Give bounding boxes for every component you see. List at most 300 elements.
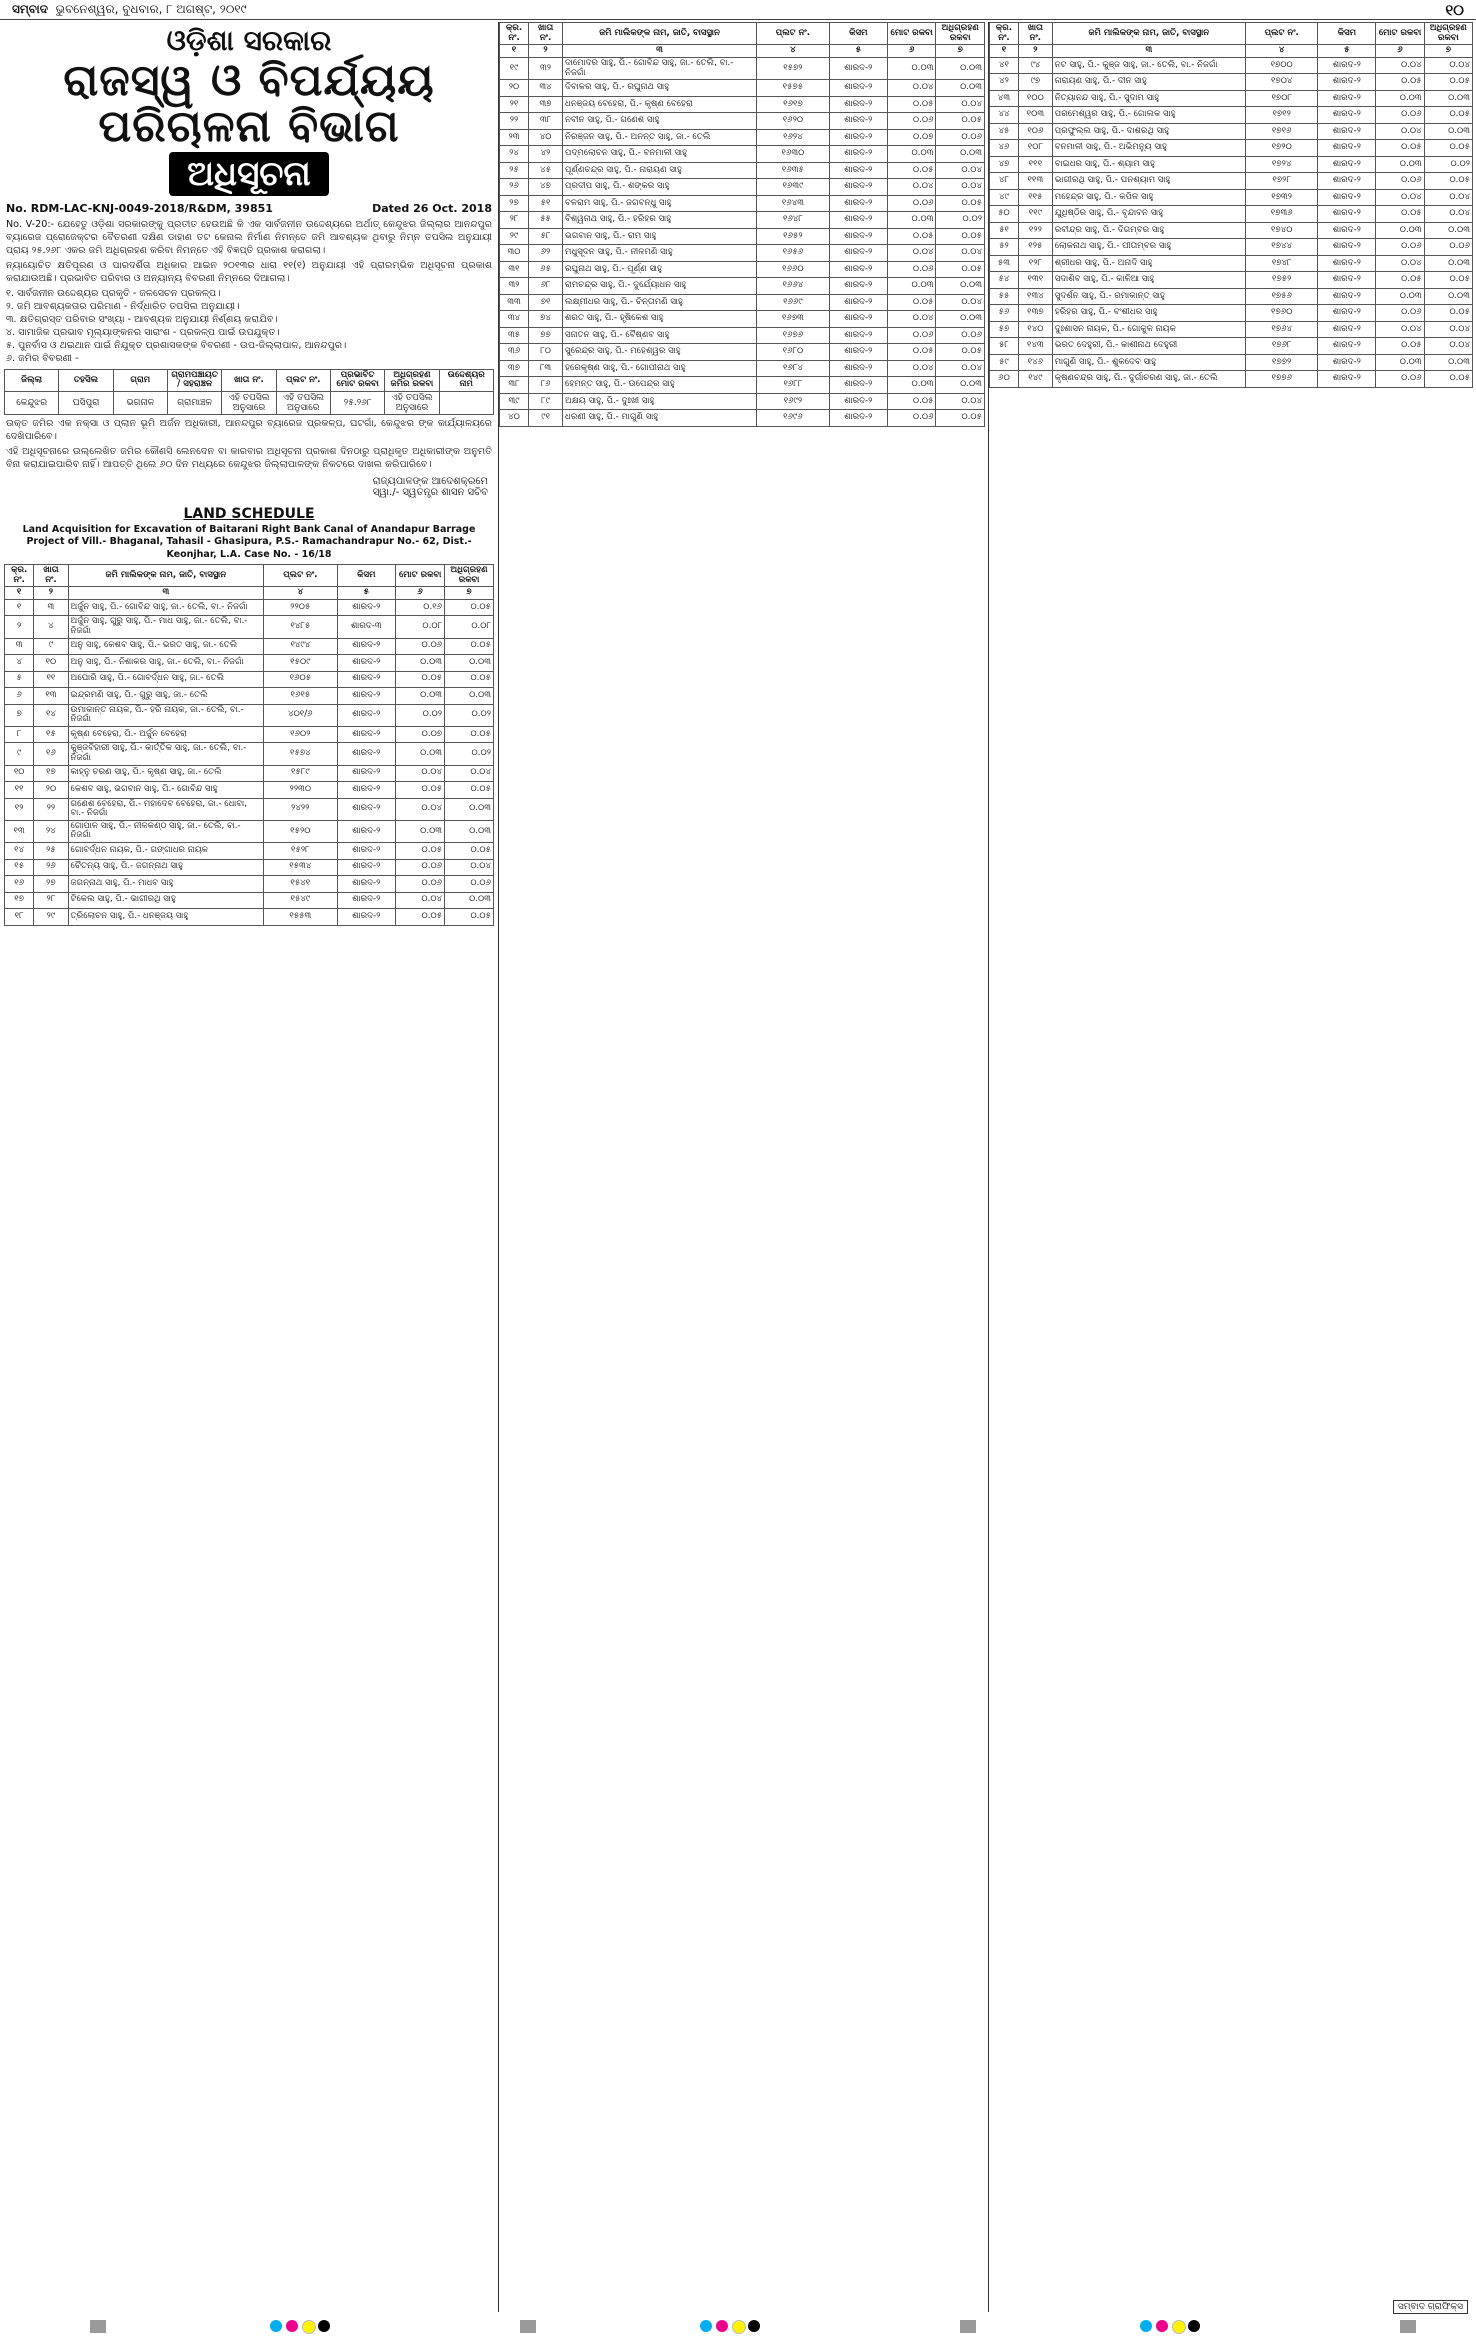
cell-acq: ୦.୦୫ [1424,272,1472,289]
cell-sl: ୨୪ [500,146,529,163]
cell-sl: ୩୪ [500,311,529,328]
summary-table [4,369,494,415]
yellow-mark [732,2320,746,2334]
cell-khata: ୧୦୬ [1018,123,1052,140]
cell-owner: ଭାଗୀରଥି ସାହୁ, ପି.- ଘନଶ୍ୟାମ ସାହୁ [1052,173,1245,190]
cell-plot: ୧୬୬୦ [757,261,830,278]
cell-owner: ସୁଦର୍ଶନ ସାହୁ, ପି.- ରମାକାନ୍ତ ସାହୁ [1052,288,1245,305]
cell-kisam: ଶାରଦ-୨ [337,876,396,893]
cell-sl: ୧୩ [5,820,34,842]
cell-plot: ୧୭୫୨ [1245,272,1317,289]
cell-kisam: ଶାରଦ-୨ [337,765,396,782]
land-schedule-table-3 [989,22,1473,388]
cell-sl: ୭ [5,704,34,726]
cell-plot: ୧୬୮୪ [757,360,830,377]
table-row [990,57,1473,74]
table-row [990,123,1473,140]
schedule-column-number: ୧ [500,45,529,58]
schedule-header: ମୋଟ ରକବା [1376,23,1424,45]
schedule-column-number: ୨ [1018,45,1052,58]
cell-khata: ୨୦ [34,782,68,799]
cell-owner: ରଘୁନାଥ ସାହୁ, ପି.- ପୂର୍ଣ୍ଣ ସାହୁ [563,261,757,278]
cell-sl: ୧୭ [5,892,34,909]
cell-khata: ୯୪ [1018,57,1052,74]
cell-plot: ୧୬୨୪ [757,129,830,146]
cell-kisam: ଶାରଦ-୨ [829,162,887,179]
cell-owner: ଗୋବର୍ଦ୍ଧନ ନାୟକ, ପି.- ଗଙ୍ଗାଧର ନାୟକ [68,843,264,860]
cell-plot: ୧୫୨୦ [264,820,337,842]
notice-item: ୧. ସାର୍ବଜନୀନ ଉଦ୍ଦେଶ୍ୟର ପ୍ରକୃତି - ଜଳସେଚନ ପ୍ରକଳ୍ପ। [6,288,221,300]
cell-kisam: ଶାରଦ-୨ [1318,123,1376,140]
notice-para-3: ଉକ୍ତ ଜମିର ଏକ ନକ୍ସା ଓ ପ୍ଲାନ ଭୂମି ଅର୍ଜନ ଅଧିକାରୀ, ଆନନ୍ଦପୁର ବ୍ୟାରେଜ ପ୍ରକଳ୍ପ, ଘଟଗାଁ, କେନ୍ଦୁଝର ଙ୍କ କାର୍ଯ୍ୟାଳୟରେ ଦେଖିପାରିବେ। [6,418,492,443]
cyan-mark [270,2320,282,2332]
schedule-header: କ୍ର. ନଂ. [990,23,1019,45]
cell-sl: ୫ [5,671,34,688]
land-schedule-title: LAND SCHEDULE [183,505,315,522]
cell-plot: ୧୪୯୪ [264,638,337,655]
summary-header: ଖାତା ନଂ. [222,369,276,391]
cell-owner: ମହେନ୍ଦ୍ର ସାହୁ, ପି.- କପିଳ ସାହୁ [1052,189,1245,206]
cell-plot: ୧୭୩୨ [1245,189,1317,206]
cell-owner: ବଳରାମ ସାହୁ, ପି.- ଜଗବନ୍ଧୁ ସାହୁ [563,195,757,212]
cell-sl: ୩୭ [500,360,529,377]
schedule-header: ଅଧିଗ୍ରହଣ ରକବା [936,23,985,45]
print-registration-strip [0,2312,1476,2339]
cell-khata: ୨୮ [34,892,68,909]
yellow-mark [302,2320,316,2334]
table-row [500,228,985,245]
schedule-column-number: ୨ [529,45,563,58]
grey-bar-mark [520,2320,536,2333]
cell-total: ୦.୦୪ [396,892,445,909]
cell-owner: ନିରଞ୍ଜନ ସାହୁ, ପି.- ଅନନ୍ତ ସାହୁ, ଜା.- ତେଲି [563,129,757,146]
cell-acq: ୦.୦୪ [445,859,494,876]
cell-plot: ୧୫୭୨ [757,57,830,79]
notice-date: Dated 26 Oct. 2018 [372,202,492,216]
cell-owner: ଦାମୋଦର ସାହୁ, ପି.- ଗୋବିନ୍ଦ ସାହୁ, ଜା.- ତେଲି, ବା.- ନିଜଗାଁ [563,57,757,79]
cell-sl: ୨୬ [500,179,529,196]
cell-kisam: ଶାରଦ-୨ [1318,354,1376,371]
cell-total: ୦.୦୩ [396,820,445,842]
reference-number: No. RDM-LAC-KNJ-0049-2018/R&DM, 39851 [6,202,273,216]
cell-acq: ୦.୦୩ [936,311,985,328]
cell-total: ୦.୦୬ [1376,239,1424,256]
cell-total: ୦.୦୬ [1376,173,1424,190]
cell-plot: ୪୦୧/୬ [264,704,337,726]
cell-acq: ୦.୦୫ [936,410,985,427]
table-row [5,616,494,638]
black-mark [318,2320,330,2332]
cell-khata: ୧୪୯ [1018,371,1052,388]
cell-owner: ଗୋପାଳ ସାହୁ, ପି.- ନୀଳକଣ୍ଠ ସାହୁ, ଜା.- ତେଲି, ବା.- ନିଜଗାଁ [68,820,264,842]
cell-plot: ୧୭୦୮ [1245,90,1317,107]
date-line: ଭୁବନେଶ୍ୱର, ବୁଧବାର, ୮ ଅଗଷ୍ଟ, ୨୦୧୯ [55,2,247,16]
summary-header: ଅଧିଗ୍ରହଣ ଜମିର ରକବା [385,369,439,391]
cell-khata: ୧୧୩ [1018,173,1052,190]
cell-total: ୦.୦୨ [396,704,445,726]
cell-total: ୦.୦୩ [1376,222,1424,239]
cell-total: ୦.୦୮ [396,616,445,638]
table-row [500,410,985,427]
cell-acq: ୦.୦୮ [445,616,494,638]
cell-khata: ୨୯ [34,909,68,926]
schedule-column-number: ୪ [757,45,830,58]
yellow-mark [1172,2320,1186,2334]
cell-acq: ୦.୦୬ [1424,239,1472,256]
cell-sl: ୪୬ [990,140,1019,157]
cell-owner: ଗଣେଶ ବେହେରା, ପି.- ମହାଦେବ ବେହେରା, ଜା.- ଧୋବା, ବା.- ନିଜଗାଁ [68,798,264,820]
table-row [500,195,985,212]
cell-plot: ୧୭୭୬ [1245,371,1317,388]
table-row [5,909,494,926]
cell-kisam: ଶାରଦ-୨ [829,228,887,245]
table-row [500,162,985,179]
cell-kisam: ଶାରଦ-୨ [829,393,887,410]
summary-cell: ଭଗନାଳ [113,391,167,414]
cell-khata: ୧୬ [34,743,68,765]
cell-kisam: ଶାରଦ-୨ [1318,371,1376,388]
cell-sl: ୩୨ [500,278,529,295]
cell-khata: ୧୩୭ [1018,305,1052,322]
cell-kisam: ଶାରଦ-୨ [829,377,887,394]
cell-sl: ୨୫ [500,162,529,179]
cell-kisam: ଶାରଦ-୨ [337,671,396,688]
cell-acq: ୦.୦୫ [936,228,985,245]
schedule-column-number: ୬ [1376,45,1424,58]
cell-plot: ୧୬୬୪ [757,278,830,295]
table-row [990,321,1473,338]
cell-plot: ୧୬୪୩ [757,195,830,212]
cell-acq: ୦.୦୪ [1424,206,1472,223]
cell-total: ୦.୦୫ [396,782,445,799]
cell-plot: ୧୫୭୪ [264,743,337,765]
cell-acq: ୦.୦୫ [445,726,494,743]
cell-plot: ୧୭୧୬ [1245,123,1317,140]
table-row [990,239,1473,256]
cell-plot: ୧୭୭୨ [1245,354,1317,371]
table-row [5,638,494,655]
cell-khata: ୬୫ [529,261,563,278]
cell-plot: ୧୭୨୪ [1245,156,1317,173]
cell-owner: ହେମନ୍ତ ସାହୁ, ପି.- ଉପେନ୍ଦ୍ର ସାହୁ [563,377,757,394]
cell-plot: ୧୬୦୨ [264,726,337,743]
cell-sl: ୧୪ [5,843,34,860]
cell-acq: ୦.୦୩ [445,892,494,909]
cell-total: ୦.୦୬ [396,876,445,893]
cell-owner: ଶରତ ସାହୁ, ପି.- ହୃଷିକେଶ ସାହୁ [563,311,757,328]
table-row [500,311,985,328]
cell-sl: ୨୭ [500,195,529,212]
notice-item: ୨. ଜମି ଆବଶ୍ୟକତାର ପରିମାଣ - ନିର୍ଦ୍ଧାରିତ ତପସିଲ ଅନୁଯାୟୀ। [6,301,240,312]
cell-plot: ୧୫୪୯ [264,892,337,909]
cell-acq: ୦.୦୪ [936,360,985,377]
cell-kisam: ଶାରଦ-୨ [337,743,396,765]
cell-owner: ଭରତ ଦେହୁରୀ, ପି.- କାଶୀନାଥ ଦେହୁରୀ [1052,338,1245,355]
schedule-column-number: ୬ [887,45,936,58]
cell-khata: ୮୦ [529,344,563,361]
cell-acq: ୦.୦୪ [1424,338,1472,355]
cell-acq: ୦.୦୬ [445,876,494,893]
cell-sl: ୧୦ [5,765,34,782]
cell-owner: ଧରଣୀ ସାହୁ, ପି.- ମାଗୁଣି ସାହୁ [563,410,757,427]
cell-acq: ୦.୦୬ [936,129,985,146]
cell-khata: ୭୧ [529,294,563,311]
cell-owner: ମାଗୁଣି ସାହୁ, ପି.- ଶୁକଦେବ ସାହୁ [1052,354,1245,371]
schedule-header: ଅଧିଗ୍ରହଣ ରକବା [1424,23,1472,45]
schedule-column-number: ୫ [337,587,396,600]
schedule-column-number: ୪ [1245,45,1317,58]
cell-total: ୦.୦୪ [396,765,445,782]
cell-owner: ସନାତନ ସାହୁ, ପି.- ବୈଷ୍ଣବ ସାହୁ [563,327,757,344]
cell-sl: ୪୯ [990,189,1019,206]
cell-kisam: ଶାରଦ-୨ [1318,255,1376,272]
cell-khata: ୨୫ [34,843,68,860]
cell-khata: ୧୧୯ [1018,206,1052,223]
cell-sl: ୧୮ [5,909,34,926]
cell-plot: ୧୬୩୫ [757,162,830,179]
cell-kisam: ଶାରଦ-୨ [829,96,887,113]
cell-owner: ହରିହର ସାହୁ, ପି.- ବଂଶୀଧର ସାହୁ [1052,305,1245,322]
cell-sl: ୧୫ [5,859,34,876]
cell-khata: ୧୦୩ [1018,107,1052,124]
cell-kisam: ଶାରଦ-୨ [337,909,396,926]
table-row [5,726,494,743]
table-row [990,140,1473,157]
table-row [5,704,494,726]
land-schedule-table-2 [499,22,985,427]
cell-plot: ୨୨୩୦ [264,782,337,799]
schedule-header: ଖାତା ନଂ. [529,23,563,45]
cell-total: ୦.୦୪ [396,798,445,820]
cell-kisam: ଶାରଦ-୨ [337,638,396,655]
cell-plot: ୧୭୪୮ [1245,255,1317,272]
cell-total: ୦.୦୩ [887,146,936,163]
table-row [5,859,494,876]
cell-total: ୦.୦୬ [887,410,936,427]
cell-khata: ୪୨ [529,146,563,163]
cell-total: ୦.୦୪ [887,245,936,262]
cell-total: ୦.୦୬ [887,327,936,344]
cell-khata: ୫୮ [529,228,563,245]
notice-para-2: ନ୍ୟାୟୋଚିତ କ୍ଷତିପୂରଣ ଓ ପାରଦର୍ଶିତା ଅଧିକାର ଆଇନ ୨୦୧୩ର ଧାରା ୧୧(୧) ଅନୁଯାୟୀ ଏହି ପ୍ରାରମ୍ଭିକ ଅଧିସୂଚନା ପ୍ରକାଶ କରାଯାଉଅଛି। ପ୍ରଭାବିତ ପରିବାର ଓ ଅନ୍ୟାନ୍ୟ ବିବରଣୀ ନିମ୍ନରେ ଦିଆଗଲା। [6,260,492,285]
cell-sl: ୪୫ [990,123,1019,140]
cell-owner: ଚୈତନ୍ୟ ସାହୁ, ପି.- ଜଗନ୍ନାଥ ସାହୁ [68,859,264,876]
cell-plot: ୨୨୦୫ [264,599,337,616]
cell-khata: ୧୨୨ [1018,222,1052,239]
cell-kisam: ଶାରଦ-୨ [1318,222,1376,239]
table-row [990,305,1473,322]
cell-sl: ୫୫ [990,288,1019,305]
cell-owner: ଅର୍ଜୁନ ସାହୁ, ଗୁରୁ ସାହୁ, ପି.- ମାଧ ସାହୁ, ଜା.- ତେଲି, ବା.- ନିଜଗାଁ [68,616,264,638]
cell-acq: ୦.୦୫ [445,638,494,655]
cell-khata: ୧୧୫ [1018,189,1052,206]
cell-khata: ୨୬ [34,859,68,876]
table-row [5,671,494,688]
cell-kisam: ଶାରଦ-୨ [337,782,396,799]
notice-item: ୪. ସାମାଜିକ ପ୍ରଭାବ ମୂଲ୍ୟାଙ୍କନର ସାରାଂଶ - ପ୍ରକଳ୍ପ ପାଇଁ ଉପଯୁକ୍ତ। [6,326,280,338]
magenta-mark [286,2320,298,2332]
cell-kisam: ଶାରଦ-୨ [829,113,887,130]
cell-kisam: ଶାରଦ-୨ [829,245,887,262]
cell-total: ୦.୦୩ [887,212,936,229]
cell-acq: ୦.୦୫ [936,344,985,361]
cell-sl: ୪୦ [500,410,529,427]
cell-acq: ୦.୦୪ [936,96,985,113]
cell-kisam: ଶାରଦ-୨ [1318,74,1376,91]
cell-khata: ୧୦ [34,655,68,672]
summary-cell: ଗ୍ରାମାଞ୍ଚଳ [167,391,221,414]
schedule-column-number: ୭ [936,45,985,58]
cell-sl: ୧ [5,599,34,616]
cell-sl: ୫୬ [990,305,1019,322]
cell-acq: ୦.୦୩ [936,278,985,295]
cell-kisam: ଶାରଦ-୨ [829,80,887,97]
cell-owner: କୁଞ୍ଜବିହାରୀ ସାହୁ, ପି.- କାର୍ତ୍ତିକ ସାହୁ, ଜା.- ତେଲି, ବା.- ନିଜଗାଁ [68,743,264,765]
schedule-header: ମୋଟ ରକବା [396,564,445,586]
cell-khata: ୨୪ [34,820,68,842]
summary-cell: ଘସିପୁରା [59,391,113,414]
cyan-mark [1140,2320,1152,2332]
cell-sl: ୩୧ [500,261,529,278]
cell-sl: ୫୦ [990,206,1019,223]
cell-kisam: ଶାରଦ-୨ [829,179,887,196]
graphics-credit: ସମ୍ବାଦ ଗ୍ରାଫିକ୍ସ [1393,2300,1468,2314]
cell-kisam: ଶାରଦ-୨ [337,843,396,860]
cell-owner: ଅନୁ ସାହୁ, ପି.- ନିଶାକର ସାହୁ, ଜା.- ତେଲି, ବା.- ନିଜଗାଁ [68,655,264,672]
cell-plot: ୧୭୩୬ [1245,206,1317,223]
cell-sl: ୪୧ [990,57,1019,74]
table-row [5,782,494,799]
cyan-mark [700,2320,712,2332]
cell-plot: ୧୭୪୦ [1245,222,1317,239]
cell-sl: ୯ [5,743,34,765]
cell-owner: ଲକ୍ଷ୍ମୀଧର ସାହୁ, ପି.- ଚିନ୍ତାମଣି ସାହୁ [563,294,757,311]
cell-acq: ୦.୦୨ [445,704,494,726]
cell-kisam: ଶାରଦ-୨ [829,129,887,146]
table-row [990,189,1473,206]
cell-khata: ୯ [34,638,68,655]
cell-total: ୦.୦୩ [1376,288,1424,305]
cell-plot: ୧୬୪୮ [757,212,830,229]
cell-khata: ୧୭ [34,765,68,782]
magenta-mark [1156,2320,1168,2332]
schedule-column-number: ୧ [990,45,1019,58]
cell-plot: ୧୭୦୪ [1245,74,1317,91]
cell-khata: ୮୬ [529,377,563,394]
cell-owner: ପ୍ରଫୁଲ୍ଲ ସାହୁ, ପି.- ଦାଶରଥି ସାହୁ [1052,123,1245,140]
cell-sl: ୨୮ [500,212,529,229]
cell-acq: ୦.୦୫ [936,195,985,212]
cell-sl: ୩୯ [500,393,529,410]
cell-owner: ଅକ୍ଷୟ ସାହୁ, ପି.- ଦୁଃଖୀ ସାହୁ [563,393,757,410]
cell-total: ୦.୦୬ [887,195,936,212]
table-row [500,212,985,229]
cell-owner: ପୂର୍ଣ୍ଣଚନ୍ଦ୍ର ସାହୁ, ପି.- ନାରାୟଣ ସାହୁ [563,162,757,179]
table-row [500,327,985,344]
cell-sl: ୫୪ [990,272,1019,289]
cell-kisam: ଶାରଦ-୨ [1318,156,1376,173]
table-row [990,371,1473,388]
table-row [990,206,1473,223]
cell-acq: ୦.୦୫ [1424,305,1472,322]
cell-acq: ୦.୦୩ [445,798,494,820]
schedule-header: କିସମ [829,23,887,45]
cell-khata: ୩୭ [529,96,563,113]
cell-sl: ୨୩ [500,129,529,146]
cell-kisam: ଶାରଦ-୨ [1318,288,1376,305]
cell-kisam: ଶାରଦ-୨ [829,344,887,361]
land-schedule-subtitle: Land Acquisition for Excavation of Baitarani Right Bank Canal of Anandapur Barrage Project of Vill.- Bhaganal, Tahasil - Ghasipura, P.S.- Ramachandrapur No.- 62, Dist.- Keonjhar, L.A. Case No. - 16/18 [22,523,476,560]
cell-total: ୦.୦୩ [1376,156,1424,173]
schedule-column-number: ୪ [264,587,337,600]
cell-khata: ୩୪ [529,80,563,97]
table-row [990,272,1473,289]
schedule-header: ଅଧିଗ୍ରହଣ ରକବା [445,564,494,586]
cell-total: ୦.୦୫ [1376,206,1424,223]
summary-cell: ୨୫.୨୬୮ [330,391,384,414]
cell-total: ୦.୦୫ [887,393,936,410]
table-row [500,129,985,146]
cell-acq: ୦.୦୫ [1424,371,1472,388]
cell-plot: ୧୬୬୯ [757,294,830,311]
cell-total: ୦.୦୫ [1376,140,1424,157]
cell-owner: ବିଶ୍ୱନାଥ ସାହୁ, ପି.- ହରିହର ସାହୁ [563,212,757,229]
table-row [500,360,985,377]
cell-total: ୦.୦୭ [887,129,936,146]
summary-cell [439,391,493,414]
cell-sl: ୩୫ [500,327,529,344]
cell-acq: ୦.୦୪ [1424,189,1472,206]
cell-total: ୦.୦୪ [1376,123,1424,140]
cell-sl: ୧୯ [500,57,529,79]
cell-plot: ୧୭୨୮ [1245,173,1317,190]
cell-plot: ୧୪୮୫ [264,616,337,638]
cell-khata: ୨୭ [34,876,68,893]
land-schedule-table-1 [4,564,494,926]
cell-khata: ୫୫ [529,212,563,229]
cell-owner: କେଶବ ସାହୁ, ଭଗବାନ ସାହୁ, ପି.- ଗୋବିନ୍ଦ ସାହୁ [68,782,264,799]
cell-total: ୦.୦୩ [887,57,936,79]
cell-sl: ୩୬ [500,344,529,361]
cell-plot: ୧୬୨୦ [757,113,830,130]
cell-sl: ୪୩ [990,90,1019,107]
cell-khata: ୪ [34,616,68,638]
cell-kisam: ଶାରଦ-୩ [337,616,396,638]
cell-plot: ୧୭୬୮ [1245,338,1317,355]
cell-acq: ୦.୦୫ [936,261,985,278]
cell-kisam: ଶାରଦ-୨ [829,212,887,229]
schedule-header: ପ୍ଲଟ ନଂ. [264,564,337,586]
cell-acq: ୦.୦୪ [936,162,985,179]
cell-owner: ଟିକେଲ ସାହୁ, ପି.- ଭାଗୀରଥି ସାହୁ [68,892,264,909]
department-line-1: ଓଡ଼ିଶା ସରକାର [166,24,332,57]
cell-owner: ପଦ୍ମଲୋଚନ ସାହୁ, ପି.- ବନମାଳୀ ସାହୁ [563,146,757,163]
cell-owner: ବାଇଧର ସାହୁ, ପି.- ଶ୍ୟାମ ସାହୁ [1052,156,1245,173]
table-row [5,743,494,765]
cell-total: ୦.୦୫ [887,228,936,245]
cell-khata: ୩ [34,599,68,616]
cell-owner: କୃଷ୍ଣଚନ୍ଦ୍ର ସାହୁ, ପି.- ଦୁର୍ଗାଚରଣ ସାହୁ, ଜା.- ତେଲି [1052,371,1245,388]
cell-khata: ୧୩୧ [1018,272,1052,289]
cell-acq: ୦.୦୩ [445,820,494,842]
cell-khata: ୧୩ [34,688,68,705]
cell-kisam: ଶାରଦ-୨ [829,57,887,79]
cell-kisam: ଶାରଦ-୨ [1318,189,1376,206]
schedule-column-number: ୩ [68,587,264,600]
cell-owner: ଧନଞ୍ଜୟ ବେହେରା, ପି.- କୃଷ୍ଣ ବେହେରା [563,96,757,113]
schedule-column-number: ୧ [5,587,34,600]
cell-kisam: ଶାରଦ-୨ [829,294,887,311]
